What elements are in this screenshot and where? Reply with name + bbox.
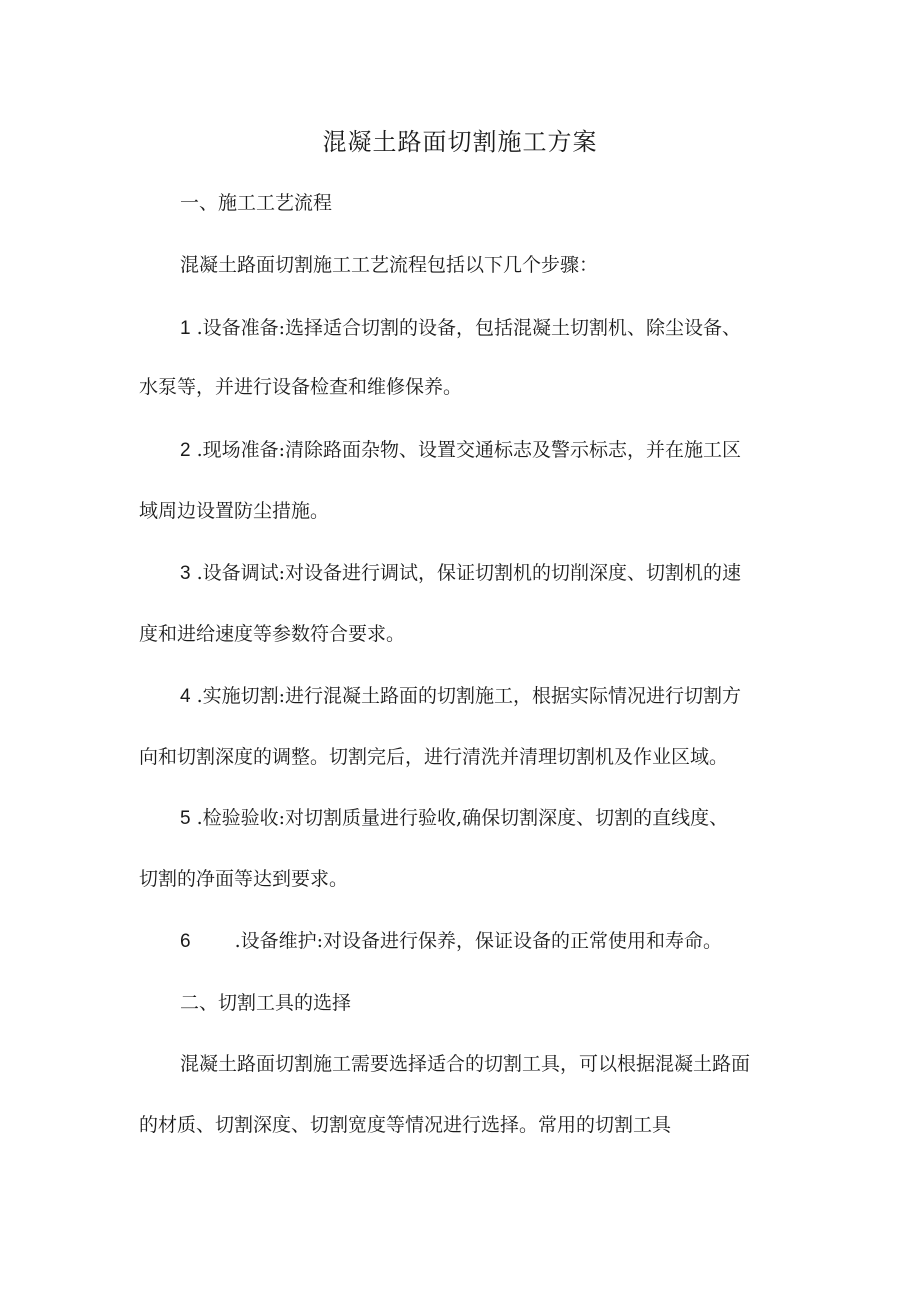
step-text: .实施切割:进行混凝土路面的切割施工，根据实际情况进行切割方 [190, 685, 742, 707]
document-title: 混凝土路面切割施工方案 [322, 128, 598, 156]
tools-paragraph-line-1: 混凝土路面切割施工需要选择适合的切割工具，可以根据混凝土路面 [180, 1053, 751, 1075]
step-text: .设备调试:对设备进行调试，保证切割机的切削深度、切割机的速 [190, 562, 742, 584]
step-6-line-1 [180, 926, 830, 957]
step-text: .检验验收:对切割质量进行验收,确保切割深度、切割的直线度、 [190, 807, 729, 829]
step-text: .设备准备:选择适合切割的设备，包括混凝土切割机、除尘设备、 [190, 317, 742, 339]
step-5-line-1 [180, 803, 830, 834]
step-2-line-1 [180, 435, 830, 466]
step-3-line-1 [180, 558, 830, 589]
step-2-line-2: 域周边设置防尘措施。 [139, 500, 330, 522]
section-heading-process: 一、施工工艺流程 [180, 192, 333, 214]
step-number: 2 [180, 440, 191, 461]
step-number: 1 [180, 318, 191, 339]
process-intro: 混凝土路面切割施工工艺流程包括以下几个步骤： [180, 254, 599, 276]
step-number: 4 [180, 686, 191, 707]
step-1-line-2: 水泵等，并进行设备检查和维修保养。 [139, 376, 463, 398]
step-3-line-2: 度和进给速度等参数符合要求。 [139, 623, 406, 645]
step-4-line-1 [180, 681, 830, 712]
step-text: .现场准备:清除路面杂物、设置交通标志及警示标志，并在施工区 [190, 439, 742, 461]
step-text: .设备维护:对设备进行保养，保证设备的正常使用和寿命。 [234, 930, 723, 952]
step-5-line-2: 切割的净面等达到要求。 [139, 868, 349, 890]
step-4-line-2: 向和切割深度的调整。切割完后，进行清洗并清理切割机及作业区域。 [139, 746, 729, 768]
step-number: 3 [180, 563, 191, 584]
tools-paragraph-line-2: 的材质、切割深度、切割宽度等情况进行选择。常用的切割工具 [139, 1114, 672, 1136]
step-number: 5 [180, 808, 191, 829]
step-number: 6 [180, 931, 191, 952]
section-heading-tools: 二、切割工具的选择 [180, 992, 352, 1014]
step-1-line-1 [180, 313, 830, 344]
